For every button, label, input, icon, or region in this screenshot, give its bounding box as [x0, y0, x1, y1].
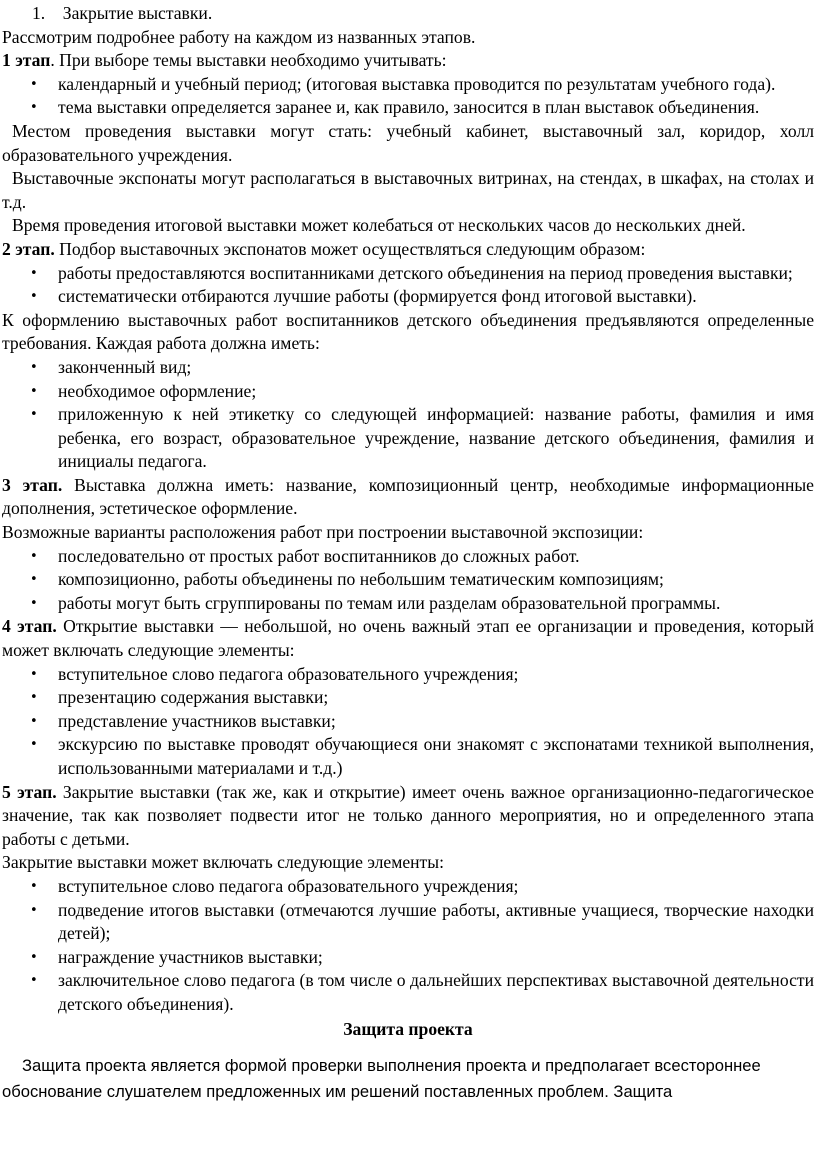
- list-item: • календарный и учебный период; (итоговая выставка проводится по результатам учебного года).: [58, 73, 814, 97]
- list-item: • последовательно от простых работ воспитанников до сложных работ.: [58, 545, 814, 569]
- item-number: 1.: [32, 3, 46, 23]
- requirements-bullets: [2, 356, 814, 474]
- list-item: • заключительное слово педагога (в том числе о дальнейших перспективах выставочной деятельности детского объединения).: [58, 969, 814, 1016]
- stage1-label: 1 этап: [2, 50, 51, 71]
- numbered-item: [32, 2, 814, 26]
- stage4-label: 4 этап.: [2, 616, 57, 637]
- list-item: • вступительное слово педагога образовательного учреждения;: [58, 663, 814, 687]
- list-item: • вступительное слово педагога образовательного учреждения;: [58, 875, 814, 899]
- stage3-bullets: [2, 545, 814, 616]
- closing-line: Защита проекта является формой проверки выполнения проекта и предполагает всестороннее: [22, 1056, 761, 1076]
- duration-paragraph: Время проведения итоговой выставки может колебаться от нескольких часов до нескольких дней.: [12, 215, 746, 236]
- list-item: • представление участников выставки;: [58, 710, 814, 734]
- stage3-paragraph: [2, 474, 814, 521]
- stage4-bullets: [2, 663, 814, 781]
- stage4-lead: Открытие выставки — небольшой, но очень важный этап ее организации и проведения, который может включать следующие элементы:: [2, 616, 814, 661]
- list-item: • презентацию содержания выставки;: [58, 686, 814, 710]
- intro-paragraph: Рассмотрим подробнее работу на каждом из названных этапов.: [2, 26, 476, 47]
- stage2-paragraph: [2, 238, 814, 262]
- requirements-paragraph: К оформлению выставочных работ воспитанников детского объединения предъявляются определенные требования. Каждая работа должна иметь:: [2, 309, 814, 354]
- stage5-lead: Закрытие выставки (так же, как и открытие) имеет очень важное организационно-педагогическое значение, так как позволяет подвести итог не только данного мероприятия, но и определенного этапа работы с детьми.: [2, 781, 814, 849]
- list-item: • экскурсию по выставке проводят обучающиеся они знакомят с экспонатами техникой выполнения, использованными материалами и т.д.): [58, 733, 814, 780]
- stage5-paragraph: [2, 781, 814, 852]
- list-item: • приложенную к ней этикетку со следующей информацией: название работы, фамилия и имя ребенка, его возраст, образовательное учреждение, название детского объединения, фамилия и инициалы педагога.: [58, 403, 814, 474]
- stage3-lead: Выставка должна иметь: название, композиционный центр, необходимые информационные дополнения, эстетическое оформление.: [2, 474, 814, 519]
- stage5-bullets: [2, 875, 814, 1017]
- stage5-label: 5 этап.: [2, 781, 57, 802]
- closing-line: обоснование слушателем предложенных им решений поставленных проблем. Защита: [2, 1082, 673, 1102]
- list-item: • композиционно, работы объединены по небольшим тематическим композициям;: [58, 568, 814, 592]
- list-item: • необходимое оформление;: [58, 380, 814, 404]
- exhibits-paragraph: Выставочные экспонаты могут располагаться в выставочных витринах, на стендах, в шкафах, на столах и т.д.: [2, 168, 814, 212]
- list-item: • подведение итогов выставки (отмечаются лучшие работы, активные учащиеся, творческие находки детей);: [58, 899, 814, 946]
- list-item: • работы предоставляются воспитанниками детского объединения на период проведения выставки;: [58, 262, 814, 286]
- list-item: • награждение участников выставки;: [58, 946, 814, 970]
- stage2-lead: Подбор выставочных экспонатов может осуществляться следующим образом:: [54, 238, 646, 259]
- section-heading: Защита проекта: [343, 1018, 473, 1039]
- list-item: • работы могут быть сгруппированы по темам или разделам образовательной программы.: [58, 592, 814, 616]
- layout-options-paragraph: Возможные варианты расположения работ при построении выставочной экспозиции:: [2, 522, 644, 543]
- closing-paragraph: [2, 1053, 814, 1105]
- stage4-paragraph: [2, 615, 814, 662]
- stage1-lead: . При выборе темы выставки необходимо учитывать:: [50, 50, 447, 71]
- list-item: • законченный вид;: [58, 356, 814, 380]
- stage1-paragraph: [2, 49, 814, 73]
- stage2-label: 2 этап.: [2, 238, 55, 259]
- list-item: • тема выставки определяется заранее и, как правило, заносится в план выставок объединения.: [58, 96, 814, 120]
- stage1-bullets: [2, 73, 814, 120]
- stage3-label: 3 этап.: [2, 474, 63, 495]
- closing-elements-paragraph: Закрытие выставки может включать следующие элементы:: [2, 852, 444, 873]
- item-text: Закрытие выставки.: [62, 3, 213, 23]
- stage2-bullets: [2, 262, 814, 309]
- venue-paragraph: Местом проведения выставки могут стать: учебный кабинет, выставочный зал, коридор, холл образовательного учреждения.: [2, 120, 814, 165]
- list-item: • систематически отбираются лучшие работы (формируется фонд итоговой выставки).: [58, 285, 814, 309]
